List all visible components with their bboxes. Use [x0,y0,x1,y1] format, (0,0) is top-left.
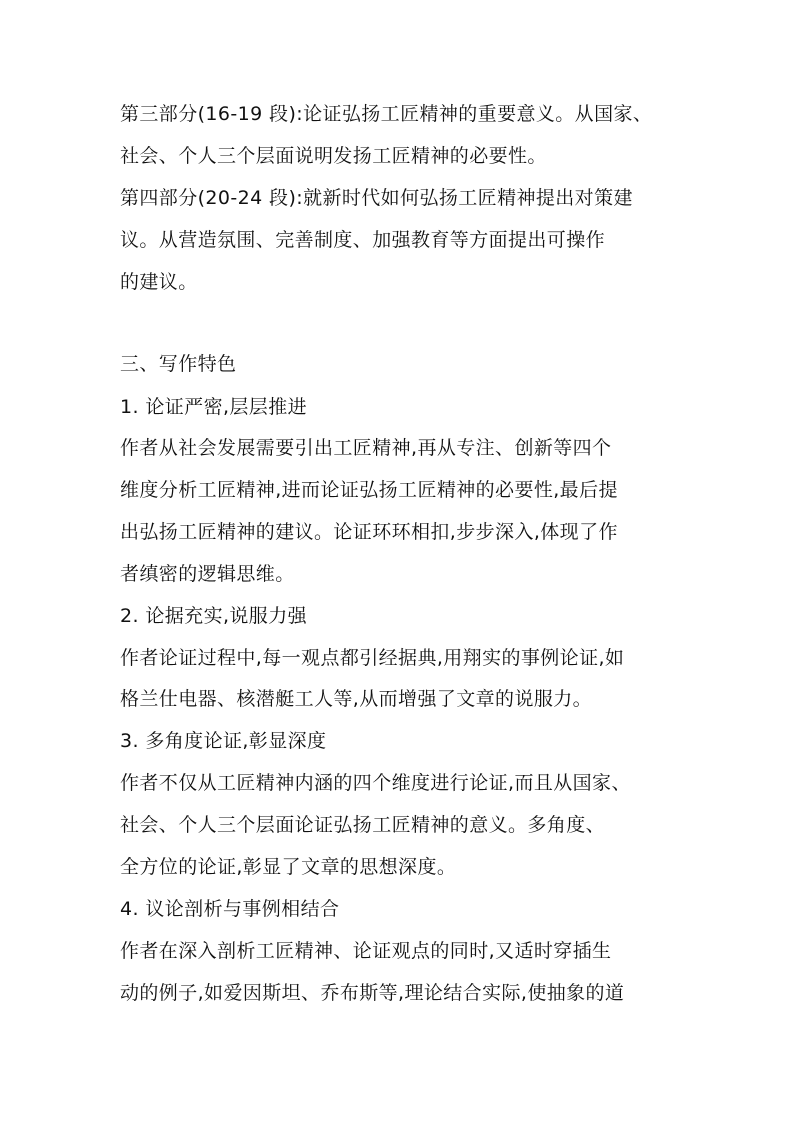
text-line-11: 者缜密的逻辑思维。 [120,563,295,585]
text-line-17: 社会、个人三个层面论证弘扬工匠精神的意义。多角度、 [120,814,606,836]
text-line-21: 动的例子,如爱因斯坦、乔布斯等,理论结合实际,使抽象的道 [120,982,625,1004]
text-line-13: 作者论证过程中,每一观点都引经据典,用翔实的事例论证,如 [120,647,625,669]
section-heading: 三、写作特色 [120,353,237,375]
text-line-16: 作者不仅从工匠精神内涵的四个维度进行论证,而且从国家、 [120,772,631,794]
text-line-2: 社会、个人三个层面说明发扬工匠精神的必要性。 [120,145,547,167]
text-line-8: 作者从社会发展需要引出工匠精神,再从专注、创新等四个 [120,437,612,459]
text-line-18: 全方位的论证,彰显了文章的思想深度。 [120,856,457,878]
text-line-1: 第三部分(16-19 段):论证弘扬工匠精神的重要意义。从国家、 [120,103,653,125]
text-line-3: 第四部分(20-24 段):就新时代如何弘扬工匠精神提出对策建 [120,187,633,209]
text-line-20: 作者在深入剖析工匠精神、论证观点的同时,又适时穿插生 [120,940,612,962]
subheading-1: 1. 论证严密,层层推进 [120,396,308,418]
subheading-2: 2. 论据充实,说服力强 [120,605,308,627]
subheading-3: 3. 多角度论证,彰显深度 [120,730,327,752]
text-line-10: 出弘扬工匠精神的建议。论证环环相扣,步步深入,体现了作 [120,521,618,543]
text-line-5: 的建议。 [120,271,198,293]
text-line-4: 议。从营造氛围、完善制度、加强教育等方面提出可操作 [120,229,606,251]
subheading-4: 4. 议论剖析与事例相结合 [120,898,340,920]
text-line-14: 格兰仕电器、核潜艇工人等,从而增强了文章的说服力。 [120,688,593,710]
text-line-9: 维度分析工匠精神,进而论证弘扬工匠精神的必要性,最后提 [120,479,618,501]
